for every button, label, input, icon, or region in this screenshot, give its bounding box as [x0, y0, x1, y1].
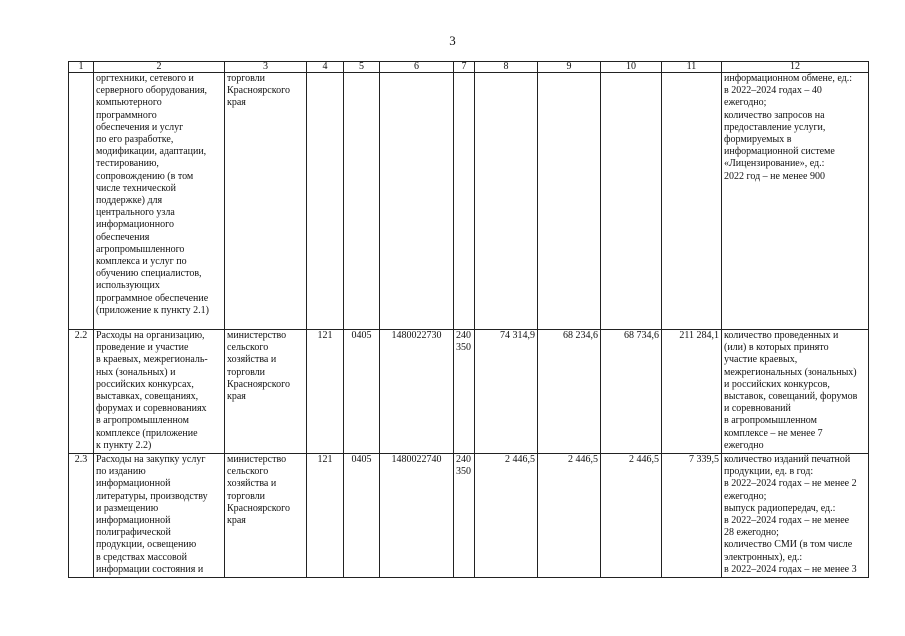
rzpr-code [344, 73, 380, 330]
header-cell: 5 [344, 62, 380, 73]
header-row [69, 62, 869, 73]
activity-name: Расходы на организацию, проведение и участие в краевых, межрегиональ- ных (зональных) и российских конкурсах, выставках, совещаниях, форумах и соревнованиях в агропромышленном комплексе (приложение к пункту 2.2) [94, 330, 225, 454]
administrator: министерство сельского хозяйства и торговли Красноярского края [225, 454, 307, 578]
amount-total: 7 339,5 [662, 454, 722, 578]
amount-2024 [601, 73, 662, 330]
header-cell: 6 [380, 62, 454, 73]
table-row [69, 73, 869, 330]
amount-2023: 68 234,6 [538, 330, 601, 454]
amount-2022: 2 446,5 [475, 454, 538, 578]
header-cell: 9 [538, 62, 601, 73]
expected-result: количество проведенных и (или) в которых принято участие краевых, межрегиональных (зональных) и российских конкурсов, выставок, совещаний, форумов и соревнований в агропромышленном комплексе – не менее 7 ежегодно [722, 330, 869, 454]
amount-2023 [538, 73, 601, 330]
amount-2022: 74 314,9 [475, 330, 538, 454]
table-row [69, 454, 869, 578]
table-row [69, 330, 869, 454]
program-activities-table [68, 61, 869, 578]
csr-code: 1480022730 [380, 330, 454, 454]
header-cell: 7 [454, 62, 475, 73]
rzpr-code: 0405 [344, 454, 380, 578]
grbs-code [307, 73, 344, 330]
amount-2024: 2 446,5 [601, 454, 662, 578]
amount-total: 211 284,1 [662, 330, 722, 454]
amount-2024: 68 734,6 [601, 330, 662, 454]
header-cell: 2 [94, 62, 225, 73]
vr-code [454, 73, 475, 330]
amount-2023: 2 446,5 [538, 454, 601, 578]
header-cell: 11 [662, 62, 722, 73]
csr-code [380, 73, 454, 330]
header-cell: 3 [225, 62, 307, 73]
amount-2022 [475, 73, 538, 330]
grbs-code: 121 [307, 454, 344, 578]
expected-result: информационном обмене, ед.: в 2022–2024 годах – 40 ежегодно; количество запросов на предоставление услуги, формируемых в информационной системе «Лицензирование», ед.: 2022 год – не менее 900 [722, 73, 869, 330]
vr-code: 240 350 [454, 330, 475, 454]
page-number: 3 [449, 33, 456, 48]
header-cell: 10 [601, 62, 662, 73]
amount-total [662, 73, 722, 330]
activity-name: оргтехники, сетевого и серверного оборудования, компьютерного программного обеспечения и услуг по его разработке, модификации, адаптации, тестированию, сопровождению (в том числе технической поддержке) для центрального узла информационного обеспечения агропромышленного комплекса и услуг по обучению специалистов, использующих программное обеспечение (приложение к пункту 2.1) [94, 73, 225, 330]
csr-code: 1480022740 [380, 454, 454, 578]
expected-result: количество изданий печатной продукции, ед. в год: в 2022–2024 годах – не менее 2 ежегодно; выпуск радиопередач, ед.: в 2022–2024 годах – не менее 28 ежегодно; количество СМИ (в том числе электронных), ед.: в 2022–2024 годах – не менее 3 [722, 454, 869, 578]
vr-code: 240 350 [454, 454, 475, 578]
row-number [69, 73, 94, 330]
header-cell: 8 [475, 62, 538, 73]
administrator: торговли Красноярского края [225, 73, 307, 330]
administrator: министерство сельского хозяйства и торговли Красноярского края [225, 330, 307, 454]
activity-name: Расходы на закупку услуг по изданию информационной литературы, производству и размещению информационной полиграфической продукции, освещению в средствах массовой информации состояния и [94, 454, 225, 578]
grbs-code: 121 [307, 330, 344, 454]
header-cell: 4 [307, 62, 344, 73]
rzpr-code: 0405 [344, 330, 380, 454]
header-cell: 12 [722, 62, 869, 73]
row-number: 2.3 [69, 454, 94, 578]
header-cell: 1 [69, 62, 94, 73]
row-number: 2.2 [69, 330, 94, 454]
